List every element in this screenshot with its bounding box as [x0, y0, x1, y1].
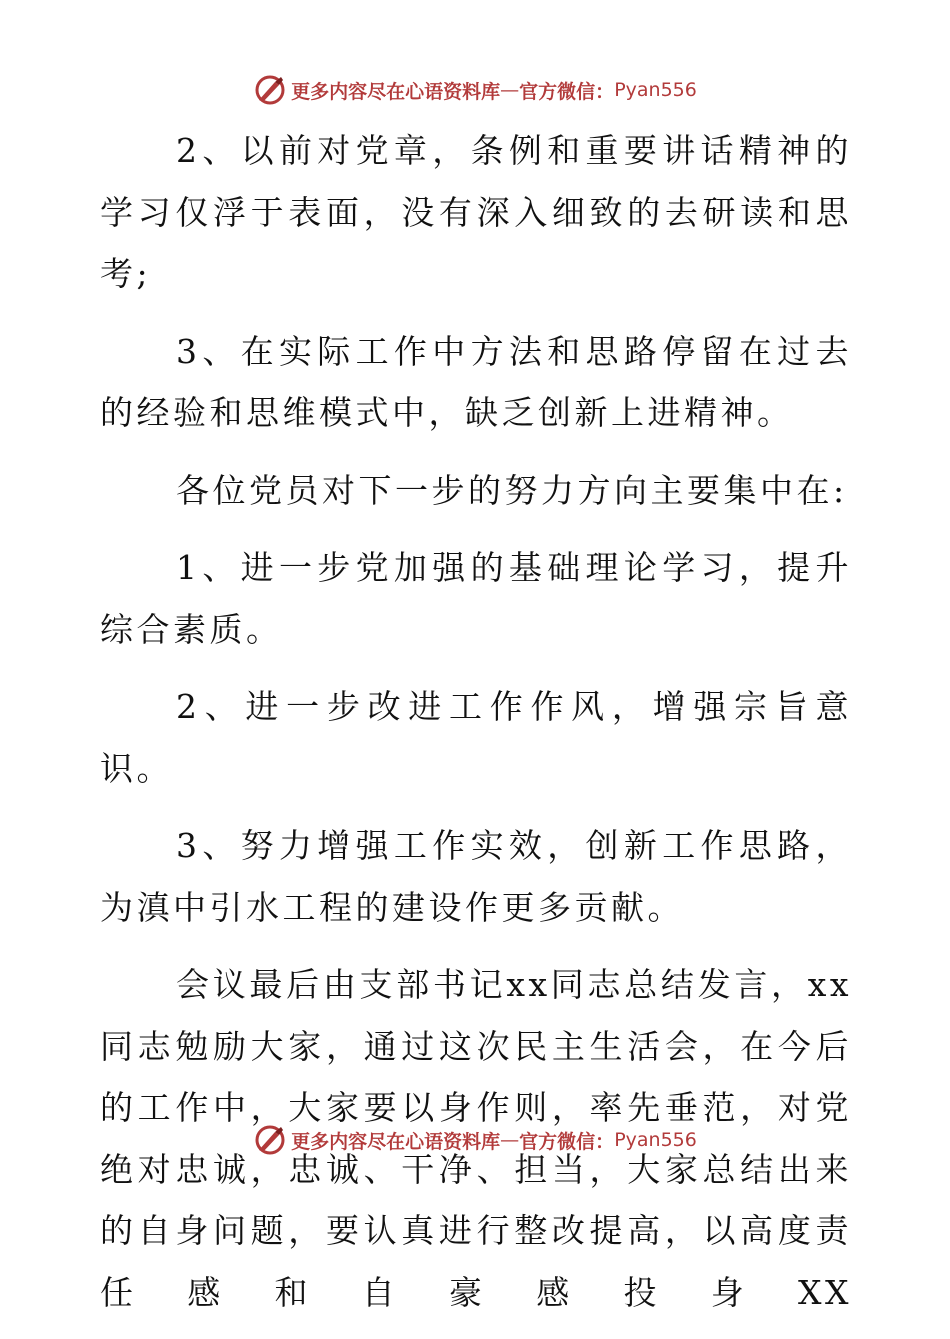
footer-wechat-label: 官方微信：: [519, 1130, 615, 1153]
footer-separator: —: [500, 1129, 520, 1151]
footer-watermark: [0, 1120, 950, 1160]
header-watermark: [0, 70, 950, 110]
paragraph: 2、进一步改进工作作风，增强宗旨意识。: [100, 687, 852, 788]
header-wechat-account: Pyan556: [614, 79, 697, 101]
header-wechat-label: 官方微信：: [519, 80, 615, 103]
pen-logo-icon: [253, 73, 287, 107]
paragraph: 各位党员对下一步的努力方向主要集中在:: [176, 470, 848, 510]
pen-logo-icon: [253, 1123, 287, 1157]
paragraph: 2、以前对党章，条例和重要讲话精神的学习仅浮于表面，没有深入细致的去研读和思考;: [100, 131, 852, 293]
header-brand: 更多内容尽在心语资料库: [291, 80, 501, 103]
paragraph: 会议最后由支部书记xx同志总结发言，xx同志勉励大家，通过这次民主生活会，在今后的工作中，大家要以身作则，率先垂范，对党绝对忠诚，忠诚、干净、担当，大家总结出来的自身问题，要认真进行整改提高，以高度责任感和自豪感投身XX: [100, 965, 852, 1312]
paragraph: 3、努力增强工作实效，创新工作思路，为滇中引水工程的建设作更多贡献。: [100, 826, 852, 927]
footer-wechat-account: Pyan556: [614, 1129, 697, 1151]
header-separator: —: [500, 79, 520, 101]
paragraph: 3、在实际工作中方法和思路停留在过去的经验和思维模式中，缺乏创新上进精神。: [100, 331, 852, 432]
footer-brand: 更多内容尽在心语资料库: [291, 1130, 501, 1153]
paragraph: 1、进一步党加强的基础理论学习，提升综合素质。: [100, 548, 852, 649]
